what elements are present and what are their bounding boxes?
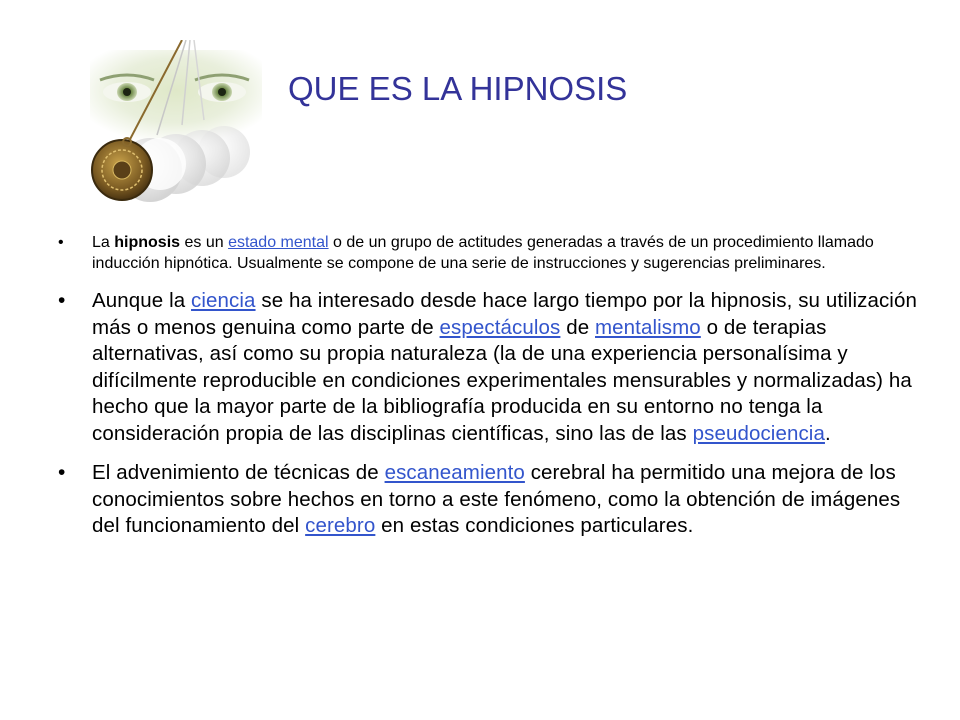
link-escaneamiento[interactable]: escaneamiento	[384, 461, 525, 484]
page-title: QUE ES LA HIPNOSIS	[288, 70, 628, 107]
bullet-icon: •	[58, 289, 66, 312]
link-espectaculos[interactable]: espectáculos	[439, 315, 561, 339]
bullet-icon: •	[58, 461, 66, 484]
bold-term: hipnosis	[114, 234, 181, 251]
bullet-item-2	[58, 288, 918, 447]
bullet-text: La hipnosis es un estado mental o de un grupo de actitudes generadas a través de un procedimiento llamado inducción hipnótica. Usualmente se compone de una serie de instrucciones y sugerencias preliminares.	[92, 234, 874, 272]
hypnosis-pendulum-eyes-icon	[82, 40, 272, 210]
link-mentalismo[interactable]: mentalismo	[595, 315, 701, 339]
bullet-item-3	[58, 460, 918, 540]
bullet-list	[58, 232, 918, 553]
bullet-item-1	[58, 232, 918, 274]
link-pseudociencia[interactable]: pseudociencia	[692, 421, 825, 445]
bullet-icon: •	[58, 234, 64, 251]
link-estado-mental[interactable]: estado mental	[228, 234, 329, 251]
bullet-text: El advenimiento de técnicas de escaneamiento cerebral ha permitido una mejora de los conocimientos sobre hechos en torno a este fenómeno, como la obtención de imágenes del funcionamiento del cerebro en estas condiciones particulares.	[92, 461, 901, 537]
link-cerebro[interactable]: cerebro	[305, 514, 376, 537]
bullet-text: Aunque la ciencia se ha interesado desde hace largo tiempo por la hipnosis, su utilización más o menos genuina como parte de espectáculos de mentalismo o de terapias alternativas, así como su propia naturaleza (la de una experiencia personalísima y difícilmente reproducible en condiciones experimentales mensurables y normalizadas) ha hecho que la mayor parte de la bibliografía producida en su entorno no tenga la consideración propia de las disciplinas científicas, sino las de las pseudociencia.	[92, 289, 917, 445]
link-ciencia[interactable]: ciencia	[191, 289, 256, 312]
